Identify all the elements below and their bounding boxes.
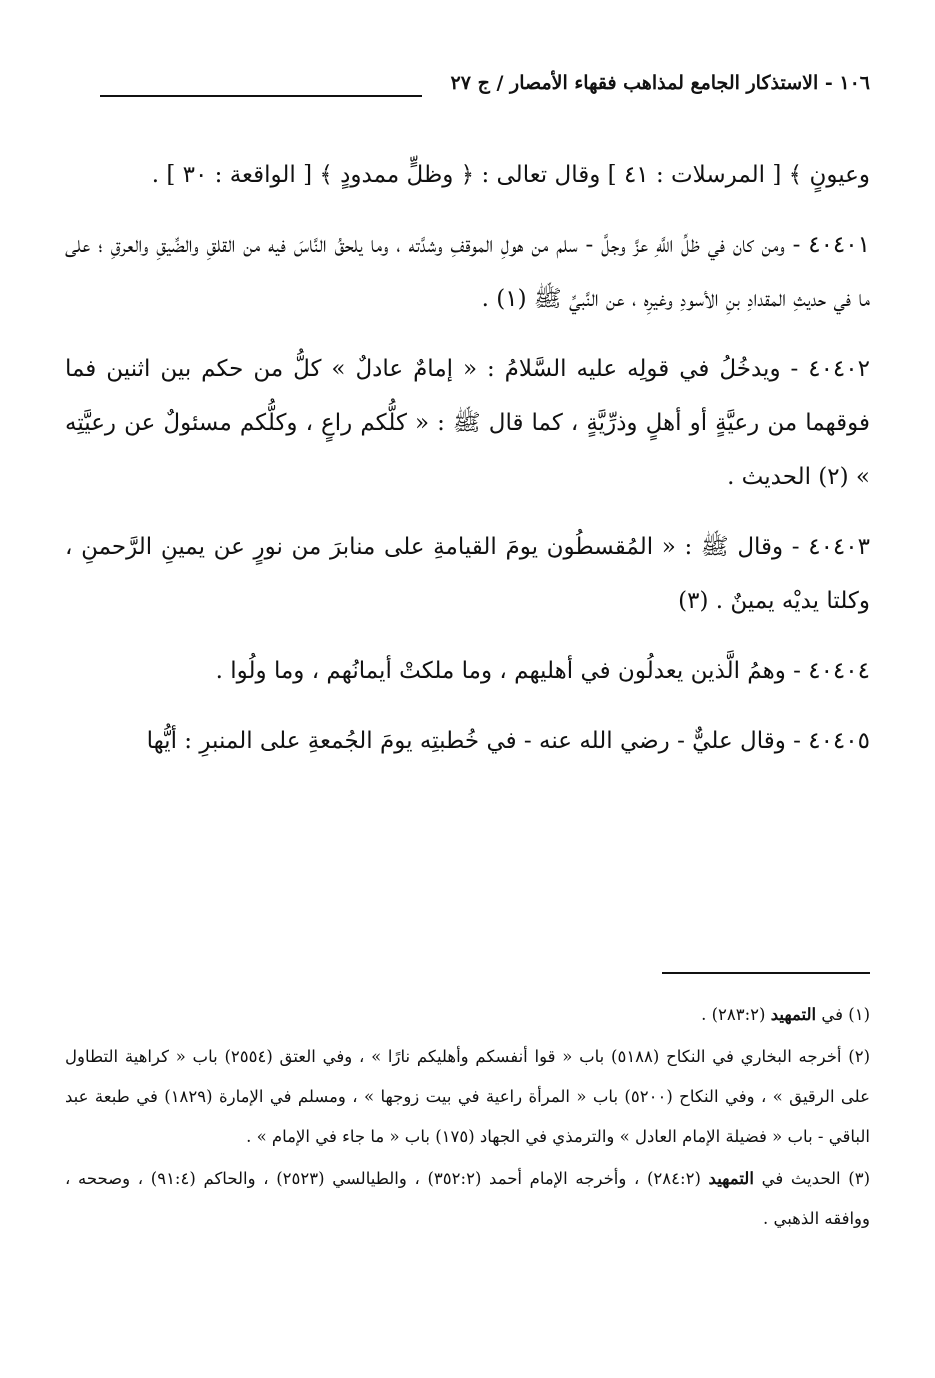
footnote-3 [65, 1159, 870, 1239]
paragraph-40402: ٤٠٤٠٢ - ويدخُلُ في قولِه عليه السَّلامُ : « إمامٌ عادلٌ » كلُّ من حكم بين اثنين فما فوقهما من رعيَّةٍ أو أهلٍ وذرِّيَّةٍ ، كما قال ﷺ : « كلُّكم راعٍ ، وكلُّكم مسئولٌ عن رعيَّتِه » (٢) الحديث . [65, 356, 870, 490]
footnote-3-lead: (٣) الحديث في [753, 1169, 871, 1188]
footnote-1-rest: (٢٨٣:٢) . [701, 1005, 771, 1024]
footnotes [65, 995, 870, 1241]
header-title: ١٠٦ - الاستذكار الجامع لمذاهب فقهاء الأمصار / ج ٢٧ [450, 72, 870, 94]
footnote-3-rest: (٢٨٤:٢) ، وأخرجه الإمام أحمد (٣٥٢:٢) ، والطيالسي (٢٥٢٣) ، والحاكم (٩١:٤) ، وصححه ، ووافقه الذهبي . [65, 1169, 870, 1228]
paragraph-40403: ٤٠٤٠٣ - وقال ﷺ : « المُقسطُون يومَ القيامةِ على منابرَ من نورٍ عن يمينِ الرَّحمنِ ، وكلتا يديْه يمينٌ . (٣) [65, 534, 870, 614]
footnote-separator [662, 972, 870, 974]
paragraph-40405: ٤٠٤٠٥ - وقال عليٌّ - رضي الله عنه - في خُطبتِه يومَ الجُمعةِ على المنبرِ : أيُّها [146, 728, 870, 754]
footnote-3-source: التمهيد [708, 1169, 754, 1188]
running-header [100, 70, 870, 104]
footnote-1 [65, 995, 870, 1035]
footnote-1-source: التمهيد [770, 1005, 817, 1024]
paragraph-40401: ٤٠٤٠١ - ومن كان في ظلِّ اللَّهِ عزَّ وجلَّ - سلم من هولِ الموقفِ وشدَّته ، وما يلحقُ النَّاسَ فيه من القلقِ والضِّيقِ والعرقِ ؛ على ما في حديثِ المقدادِ بنِ الأسودِ وغيرِه ، عن النَّبيِّ ﷺ (١) . [65, 232, 870, 312]
main-text [65, 148, 870, 784]
paragraph-continuation: وعيونٍ ﴾ [ المرسلات : ٤١ ] وقال تعالى : ﴿ وظلٍّ ممدودٍ ﴾ [ الواقعة : ٣٠ ] . [151, 162, 870, 188]
paragraph-40404: ٤٠٤٠٤ - وهمُ الَّذين يعدلُون في أهليهم ، وما ملكتْ أيمانُهم ، وما ولُوا . [215, 658, 870, 684]
footnote-2 [65, 1037, 870, 1157]
header-rule [100, 95, 422, 97]
footnote-1-lead: (١) في [816, 1005, 870, 1024]
footnote-2-text: (٢) أخرجه البخاري في النكاح (٥١٨٨) باب « قوا أنفسكم وأهليكم نارًا » ، وفي العتق (٢٥٥٤) باب « كراهية التطاول على الرقيق » ، وفي النكاح (٥٢٠٠) باب « المرأة راعية في بيت زوجها » ، ومسلم في الإمارة (١٨٢٩) في طبعة عبد الباقي - باب « فضيلة الإمام العادل » والترمذي في الجهاد (١٧٥) باب « ما جاء في الإمام » . [65, 1047, 870, 1146]
